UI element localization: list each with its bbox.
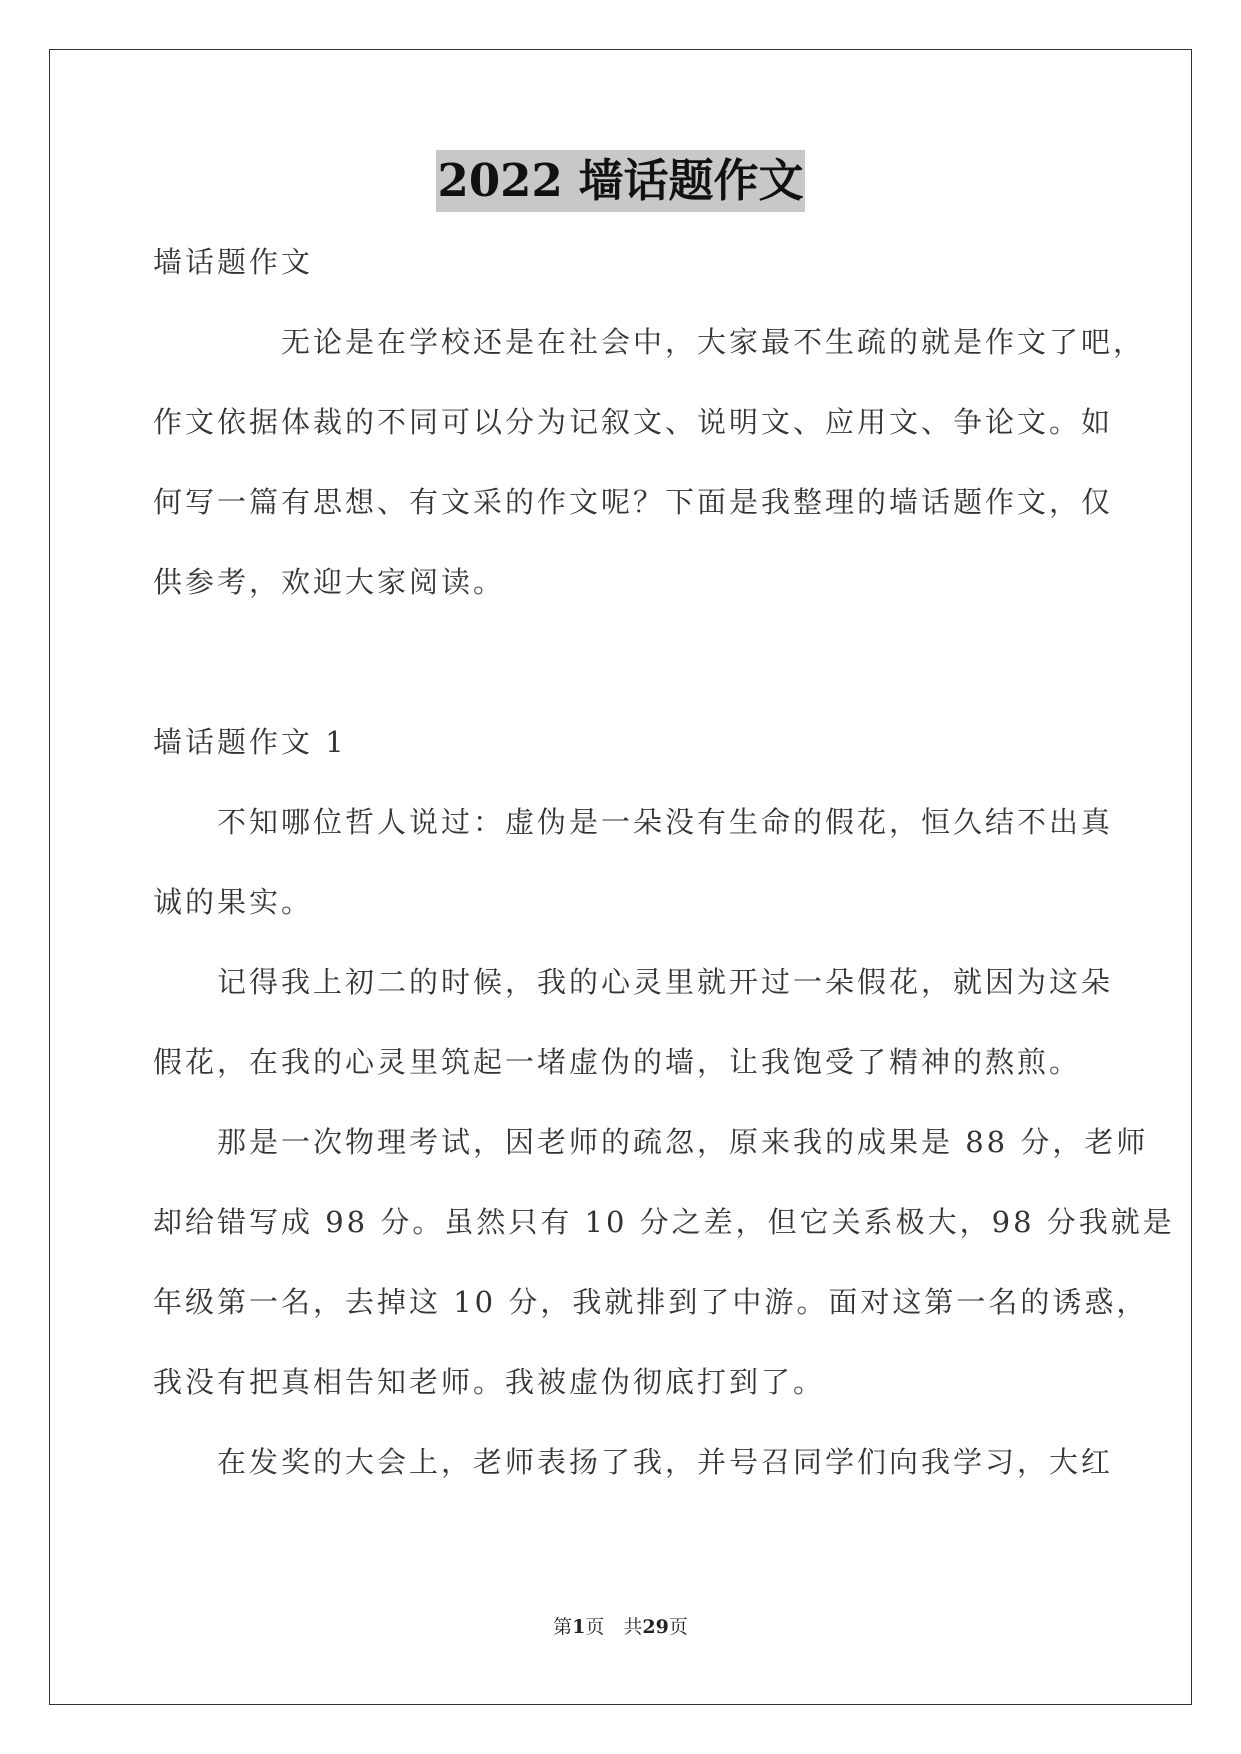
paragraph-line: 在发奖的大会上，老师表扬了我，并号召同学们向我学习，大红 [153,1445,1114,1479]
footer-total-pages: 29 [642,1616,669,1638]
blank-line [153,636,1093,716]
footer-suffix: 页 [668,1616,688,1638]
paragraph-line: 那是一次物理考试，因老师的疏忽，原来我的成果是 88 分，老师 [153,1125,1149,1159]
paragraph-line: 作文依据体裁的不同可以分为记叙文、说明文、应用文、争论文。如 [153,405,1114,439]
paragraph-line: 我没有把真相告知老师。我被虚伪彻底打到了。 [153,1365,826,1399]
section-heading: 墙话题作文 [153,245,314,279]
paragraph-line: 假花，在我的心灵里筑起一堵虚伪的墙，让我饱受了精神的熬煎。 [153,1045,1082,1079]
paragraph-line: 何写一篇有思想、有文采的作文呢？下面是我整理的墙话题作文，仅 [153,485,1114,519]
document-body [153,236,1175,1516]
paragraph-line: 无论是在学校还是在社会中，大家最不生疏的就是作文了吧， [153,325,1146,359]
paragraph-line: 年级第一名，去掉这 10 分，我就排到了中游。面对这第一名的诱惑， [153,1285,1149,1319]
section-heading: 墙话题作文 1 [153,725,347,759]
paragraph-line: 不知哪位哲人说过：虚伪是一朵没有生命的假花，恒久结不出真 [153,805,1114,839]
footer-page-number: 1 [572,1616,586,1638]
document-title: 2022 墙话题作文 [436,150,806,212]
title-container [0,150,1241,212]
page-footer [0,1612,1241,1639]
paragraph-line: 供参考，欢迎大家阅读。 [153,565,506,599]
paragraph-line: 诚的果实。 [153,885,314,919]
footer-middle: 页 共 [585,1616,643,1638]
paragraph-line: 却给错写成 98 分。虽然只有 10 分之差，但它关系极大，98 分我就是 [153,1205,1175,1239]
paragraph-line: 记得我上初二的时候，我的心灵里就开过一朵假花，就因为这朵 [153,965,1114,999]
footer-prefix: 第 [553,1616,573,1638]
